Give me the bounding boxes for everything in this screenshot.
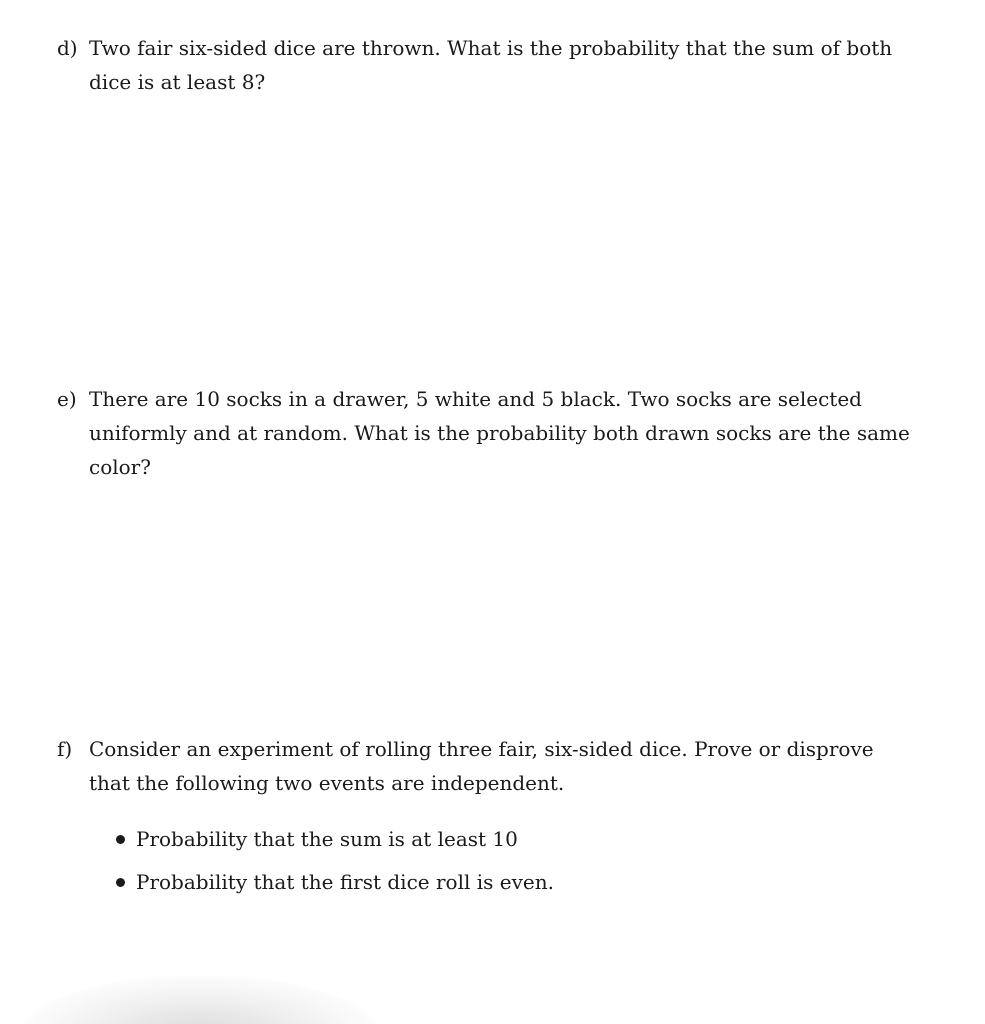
bullet-text: Probability that the sum is at least 10 <box>136 827 518 851</box>
bullet-icon <box>116 835 125 844</box>
problem-d-label: d) <box>57 36 78 60</box>
bullet-icon <box>116 878 125 887</box>
page-shadow <box>20 975 380 1024</box>
problem-d <box>57 31 917 99</box>
problem-e-text: There are 10 socks in a drawer, 5 white and 5 black. Two socks are selected uniformly and at random. What is the probability both drawn socks are the same color? <box>89 387 910 479</box>
problem-e <box>57 382 917 484</box>
problem-d-text: Two fair six-sided dice are thrown. What is the probability that the sum of both dice is at least 8? <box>89 36 893 94</box>
list-item <box>112 861 554 904</box>
problem-f <box>57 732 917 800</box>
list-item <box>112 818 554 861</box>
problem-f-label: f) <box>57 737 73 761</box>
problem-f-bullet-list <box>112 818 554 904</box>
problem-f-text: Consider an experiment of rolling three fair, six-sided dice. Prove or disprove that the following two events are independent. <box>89 737 874 795</box>
problem-e-label: e) <box>57 387 77 411</box>
bullet-text: Probability that the first dice roll is even. <box>136 870 554 894</box>
